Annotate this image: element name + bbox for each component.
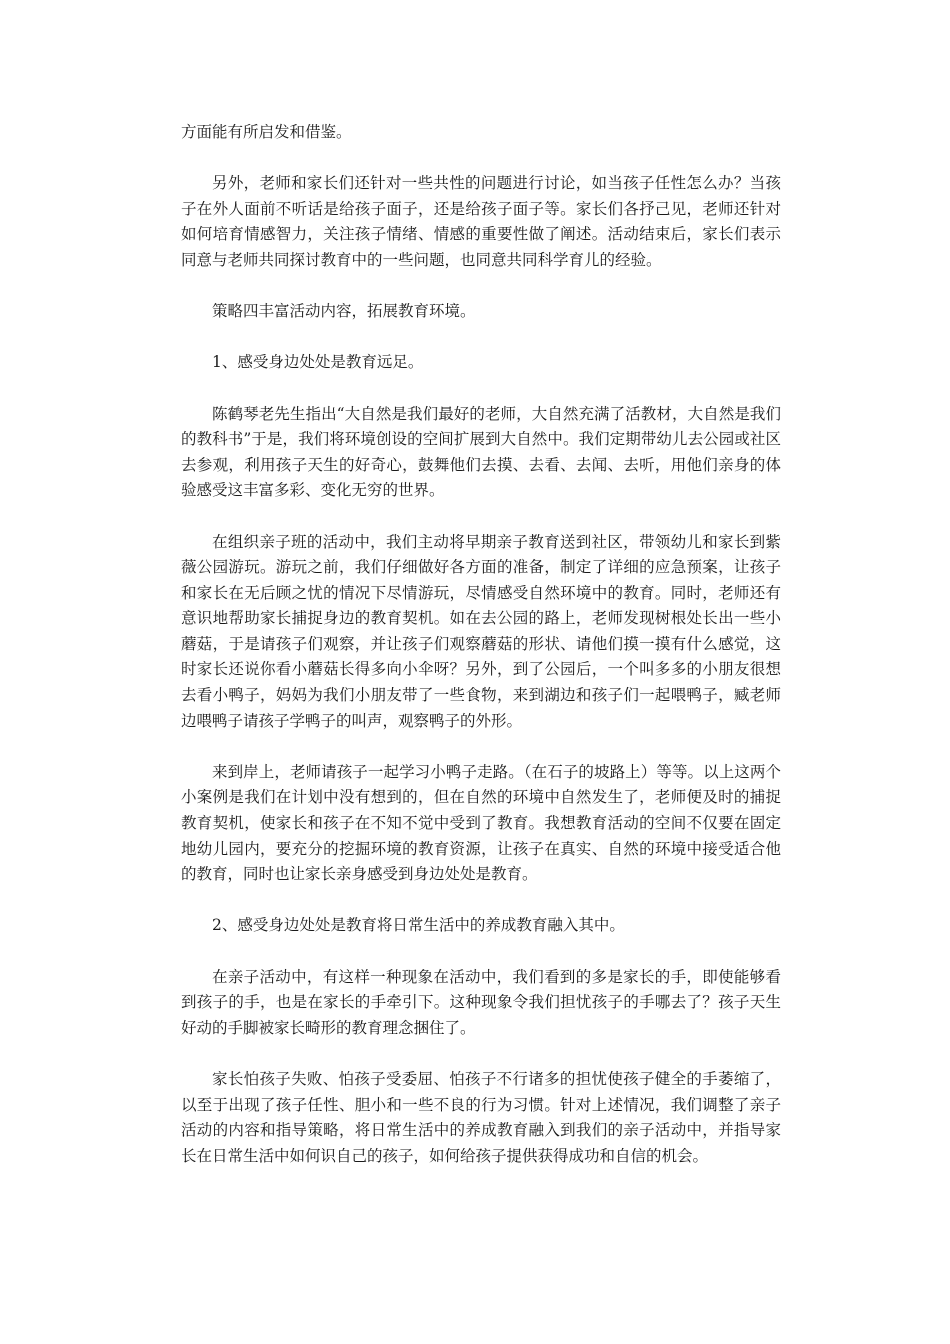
paragraph-parents-hands: 在亲子活动中，有这样一种现象在活动中，我们看到的多是家长的手，即使能够看到孩子的手，也是在家长的手牵引下。这种现象令我们担忧孩子的手哪去了？孩子天生好动的手脚被家长畸形的教育理念捆住了。 <box>181 967 781 1037</box>
paragraph-continuation: 方面能有所启发和借鉴。 <box>181 123 352 141</box>
section-heading-strategy-four: 策略四丰富活动内容，拓展教育环境。 <box>212 302 476 321</box>
subheading-outing: 1、感受身边处处是教育远足。 <box>212 353 424 372</box>
paragraph-nature-quote: 陈鹤琴老先生指出“大自然是我们最好的老师，大自然充满了活教材，大自然是我们的教科书”于是，我们将环境创设的空间扩展到大自然中。我们定期带幼儿去公园或社区去参观，利用孩子天生的好奇心，鼓舞他们去摸、去看、去闻、去听，用他们亲身的体验感受这丰富多彩、变化无穷的世界。 <box>181 404 781 500</box>
paragraph-duck-walk: 来到岸上，老师请孩子一起学习小鸭子走路。（在石子的坡路上）等等。以上这两个小案例是我们在计划中没有想到的，但在自然的环境中自然发生了，老师便及时的捕捉教育契机，使家长和孩子在不知不觉中受到了教育。我想教育活动的空间不仅要在固定地幼儿园内，要充分的挖掘环境的教育资源，让孩子在真实、自然的环境中接受适合他的教育，同时也让家长亲身感受到身边处处是教育。 <box>181 762 781 884</box>
paragraph-discussion: 另外，老师和家长们还针对一些共性的问题进行讨论，如当孩子任性怎么办？当孩子在外人面前不听话是给孩子面子，还是给孩子面子等。家长们各抒己见，老师还针对如何培育情感智力，关注孩子情绪、情感的重要性做了阐述。活动结束后，家长们表示同意与老师共同探讨教育中的一些问题，也同意共同科学育儿的经验。 <box>181 174 781 269</box>
paragraph-parents-worries: 家长怕孩子失败、怕孩子受委屈、怕孩子不行诸多的担忧使孩子健全的手萎缩了，以至于出现了孩子任性、胆小和一些不良的行为习惯。针对上述情况，我们调整了亲子活动的内容和指导策略，将日常生活中的养成教育融入到我们的亲子活动中，并指导家长在日常生活中如何识自己的孩子，如何给孩子提供获得成功和自信的机会。 <box>181 1069 781 1165</box>
document-body <box>181 120 781 1195</box>
subheading-daily-life: 2、感受身边处处是教育将日常生活中的养成教育融入其中。 <box>212 916 625 935</box>
paragraph-park-visit: 在组织亲子班的活动中，我们主动将早期亲子教育送到社区，带领幼儿和家长到紫薇公园游玩。游玩之前，我们仔细做好各方面的准备，制定了详细的应急预案，让孩子和家长在无后顾之忧的情况下尽情游玩，尽情感受自然环境中的教育。同时，老师还有意识地帮助家长捕捉身边的教育契机。如在去公园的路上，老师发现树根处长出一些小蘑菇，于是请孩子们观察，并让孩子们观察蘑菇的形状、请他们摸一摸有什么感觉，这时家长还说你看小蘑菇长得多向小伞呀？另外，到了公园后，一个叫多多的小朋友很想去看小鸭子，妈妈为我们小朋友带了一些食物，来到湖边和孩子们一起喂鸭子，臧老师边喂鸭子请孩子学鸭子的叫声，观察鸭子的外形。 <box>181 532 781 730</box>
